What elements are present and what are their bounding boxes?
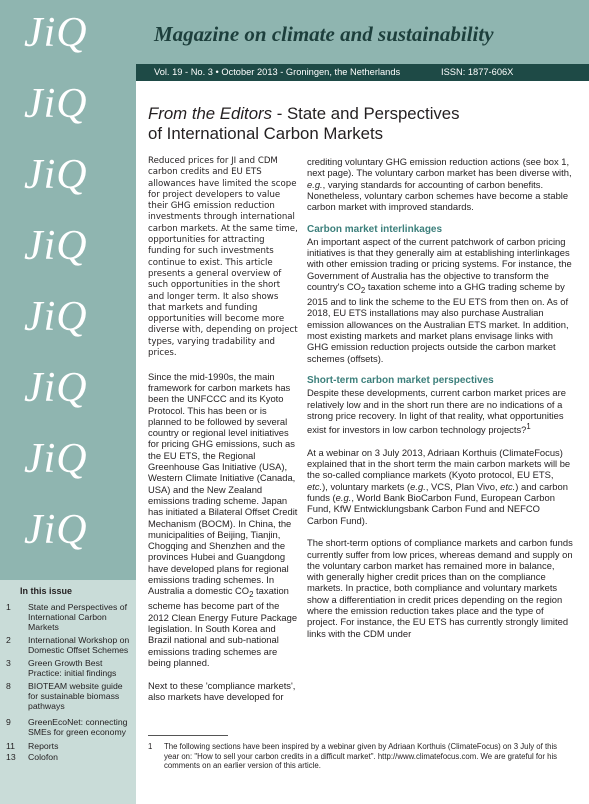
- issn: ISSN: 1877-606X: [441, 67, 514, 77]
- jiq-logo: JiQ: [24, 10, 88, 56]
- section-heading: Short-term carbon market perspectives: [307, 375, 494, 387]
- toc-item-label: State and Perspectives of International Carbon Markets: [28, 602, 127, 632]
- paragraph: crediting voluntary GHG emission reduction actions (see box 1, next page). The voluntary carbon market has been diverse with, e.g., varying standards for accounting of carbon benefits. Nonetheless, voluntary carbon schemes have become a stable carbon market with improved standards.: [307, 156, 572, 213]
- jiq-logo: JiQ: [24, 81, 88, 127]
- issue-info: Vol. 19 - No. 3 • October 2013 - Groningen, the Netherlands: [154, 67, 401, 77]
- toc-item-label: GreenEcoNet: connecting SMEs for green economy: [28, 717, 128, 737]
- article-title-part: - State and Perspectives: [272, 104, 460, 123]
- paragraph: Next to these 'compliance markets', also markets have developed for: [148, 679, 296, 702]
- lead-paragraph: Reduced prices for JI and CDM carbon credits and EU ETS allowances have limited the scope for project developers to value their GHG emission reduction investments through international carbon markets. At the same time, opportunities for attracting funding for such investments continue to exist. This article presents a general overview of such opportunities in the short and longer term. It also shows that markets and funding opportunities will become more diverse with, depending on project types, varying tradability and prices.: [148, 156, 298, 359]
- toc-item-label: BIOTEAM website guide for sustainable biomass pathways: [28, 681, 123, 711]
- right-column: [307, 156, 573, 650]
- jiq-logo: JiQ: [24, 223, 88, 269]
- footnote-divider: [148, 735, 228, 736]
- article-title: [148, 104, 568, 144]
- toc-item-label: Colofon: [28, 752, 58, 762]
- jiq-logo: JiQ: [24, 436, 88, 482]
- footnote-text: The following sections have been inspired by a webinar given by Adriaan Korthuis (ClimateFocus) on 3 July of this year on: "How to sell your carbon credits in a difficult market". http://www.climatefocus.com. We are grateful for his comments on an earlier version of this article.: [164, 742, 558, 771]
- sidebar: [0, 0, 136, 804]
- toc-item-label: Reports: [28, 741, 59, 751]
- toc-page-number: 8: [6, 681, 11, 691]
- paragraph: Since the mid-1990s, the main framework for carbon markets has been the UNFCCC and its Kyoto Protocol. This has been or is planned to be followed by several country or regional level initiatives for pricing GHG emissions, such as the EU ETS, the Regional Greenhouse Gas Initiative (USA), Western Climate Initiative (Canada, USA) and the New Zealand emissions trading scheme. Japan has initiated a Bilateral Offset Credit Mechanism (BOCM). In China, the municipalities of Beijing, Tianjin, Chogqing and Shenzhen and the provinces Hubei and Guangdong have developed plans for regional emissions trading schemes. In Australia a domestic $CO_2$ taxation scheme has become part of the 2012 Clean Energy Future Package legislation. In South Korea and Brazil national and sub-national emissions trading schemes are being planned.: [148, 370, 298, 668]
- jiq-logo: JiQ: [24, 152, 88, 198]
- paragraph: Despite these developments, current carbon market prices are relatively low and in the short run there are no indications of a strong price recovery. In light of that reality, what opportunities exist for investors in low carbon technology projects?$^1$: [307, 387, 566, 436]
- toc-page-number: 9: [6, 717, 11, 727]
- paragraph: An important aspect of the current patchwork of carbon pricing initiatives is that they generally aim at establishing interlinkages with other emission trading or pricing systems. For instance, the Government of Australia has the objective to transform the country's $CO_2$ taxation scheme into a GHG trading scheme by 2015 and to link the scheme to the EU ETS from then on. As of 2018, EU ETS installations may also purchase Australian emission allowances on the Australian ETS market. In addition, most existing markets and market plans envisage links with GHG emission reduction projects outside the carbon market schemes (offsets).: [307, 235, 572, 364]
- magazine-title: Magazine on climate and sustainability: [154, 22, 494, 46]
- paragraph: At a webinar on 3 July 2013, Adriaan Korthuis (ClimateFocus) explained that in the short term the main carbon markets will be the so-called compliance markets (Kyoto protocol, EU ETS, etc.), voluntary markets (e.g., VCS, Plan Vivo, etc.) and carbon funds (e.g., World Bank BioCarbon Fund, European Carbon Fund, KfW Entwicklungsbank Carbon Fund and NEFCO Carbon Fund).: [307, 446, 571, 526]
- masthead: [136, 0, 589, 64]
- footnote-number: 1: [148, 742, 153, 751]
- toc-page-number: 3: [6, 658, 11, 668]
- toc-item-label: International Workshop on Domestic Offset Schemes: [28, 635, 130, 655]
- left-column: [148, 156, 298, 713]
- article-title-part: of International Carbon Markets: [148, 124, 384, 143]
- toc-page-number: 11: [6, 741, 16, 751]
- toc-page-number: 2: [6, 635, 11, 645]
- toc-item-label: Green Growth Best Practice: initial findings: [28, 658, 117, 678]
- toc-page-number: 1: [6, 602, 11, 612]
- paragraph: The short-term options of compliance markets and carbon funds currently suffer from low prices, whereas demand and supply on the voluntary carbon market has remained more in balance, with generally higher credit prices than on the compliance markets. In practice, both compliance and voluntary markets show a differentiation in credit prices depending on the region where the emission reduction takes place and the type of project. For instance, the EU ETS has currently strongly limited links with the CDM under: [307, 537, 573, 639]
- article-title-editors: From the Editors: [148, 104, 273, 123]
- section-heading: Carbon market interlinkages: [307, 223, 443, 235]
- jiq-logo: JiQ: [24, 294, 88, 340]
- toc-page-number: 13: [6, 752, 16, 762]
- jiq-logo: JiQ: [24, 507, 88, 553]
- toc-title: In this issue: [20, 586, 73, 596]
- table-of-contents: [0, 580, 136, 804]
- issue-bar: [136, 64, 589, 81]
- footnote-ref[interactable]: 1: [526, 422, 531, 432]
- jiq-logo: JiQ: [24, 365, 88, 411]
